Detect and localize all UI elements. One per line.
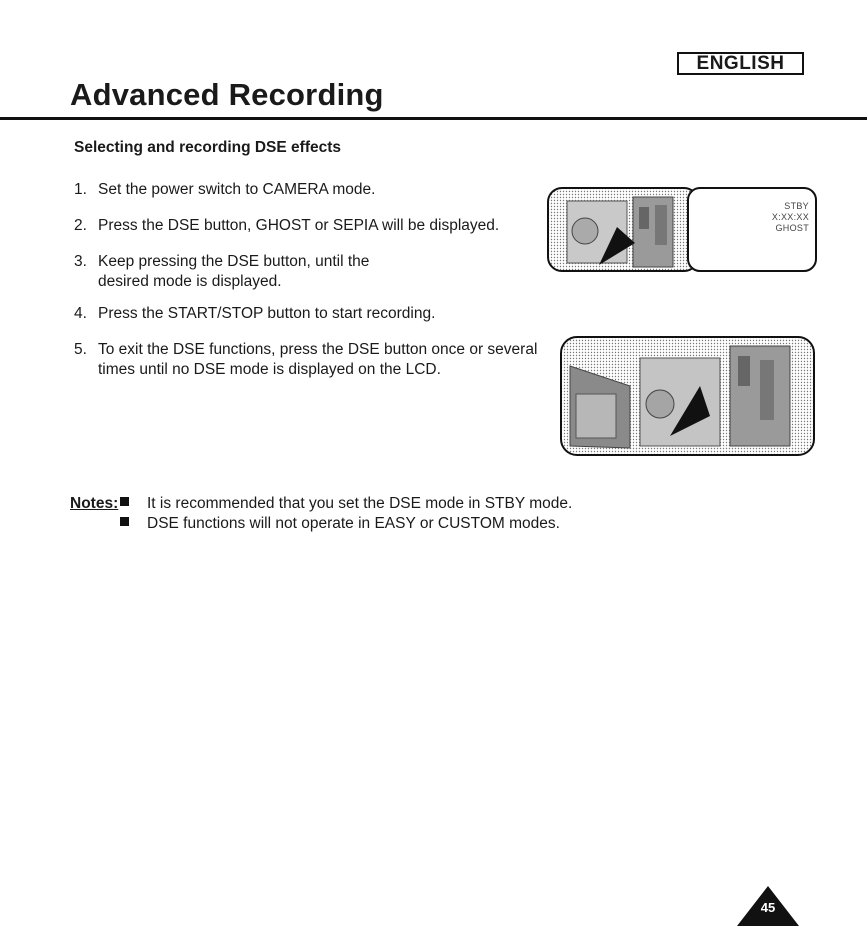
title-divider <box>0 117 867 120</box>
step-number: 2. <box>74 217 87 234</box>
note-text: It is recommended that you set the DSE mode in STBY mode. <box>147 495 573 512</box>
note-item <box>120 514 560 534</box>
step-text: Keep pressing the DSE button, until the desired mode is displayed. <box>98 253 370 290</box>
bullet-icon <box>120 517 129 526</box>
camcorder-lcd-open-illustration <box>560 336 815 456</box>
lcd-screen-illustration <box>687 187 817 272</box>
steps-list <box>74 180 554 396</box>
section-heading: Selecting and recording DSE effects <box>74 139 342 156</box>
page-number-badge <box>735 885 801 927</box>
notes-label: Notes: <box>70 495 119 512</box>
step-number: 4. <box>74 305 87 322</box>
note-item <box>120 494 572 514</box>
bullet-icon <box>120 497 129 506</box>
step-item <box>74 216 554 236</box>
step-text: Press the START/STOP button to start recording. <box>98 305 436 322</box>
page-title: Advanced Recording <box>70 77 384 112</box>
note-text: DSE functions will not operate in EASY or CUSTOM modes. <box>147 515 560 532</box>
step-text: Press the DSE button, GHOST or SEPIA will be displayed. <box>98 217 500 234</box>
step-item <box>74 340 554 380</box>
camcorder-side-drawing <box>547 187 699 272</box>
step-number: 5. <box>74 341 87 358</box>
language-badge: ENGLISH <box>677 52 804 75</box>
lcd-counter-text: X:XX:XX <box>771 212 809 222</box>
camcorder-dse-button-illustration <box>547 187 699 272</box>
step-item <box>74 180 554 200</box>
step-number: 1. <box>74 181 87 198</box>
lcd-status-text: STBY <box>784 201 809 211</box>
camcorder-lcd-drawing <box>560 336 815 456</box>
step-number: 3. <box>74 253 87 270</box>
step-item <box>74 304 554 324</box>
lcd-mode-text: GHOST <box>775 223 809 233</box>
page-number: 45 <box>760 900 776 915</box>
step-item <box>74 252 554 292</box>
step-text: Set the power switch to CAMERA mode. <box>98 181 376 198</box>
step-text: To exit the DSE functions, press the DSE button once or several times until no DSE mode is displayed on the LCD. <box>98 341 538 378</box>
